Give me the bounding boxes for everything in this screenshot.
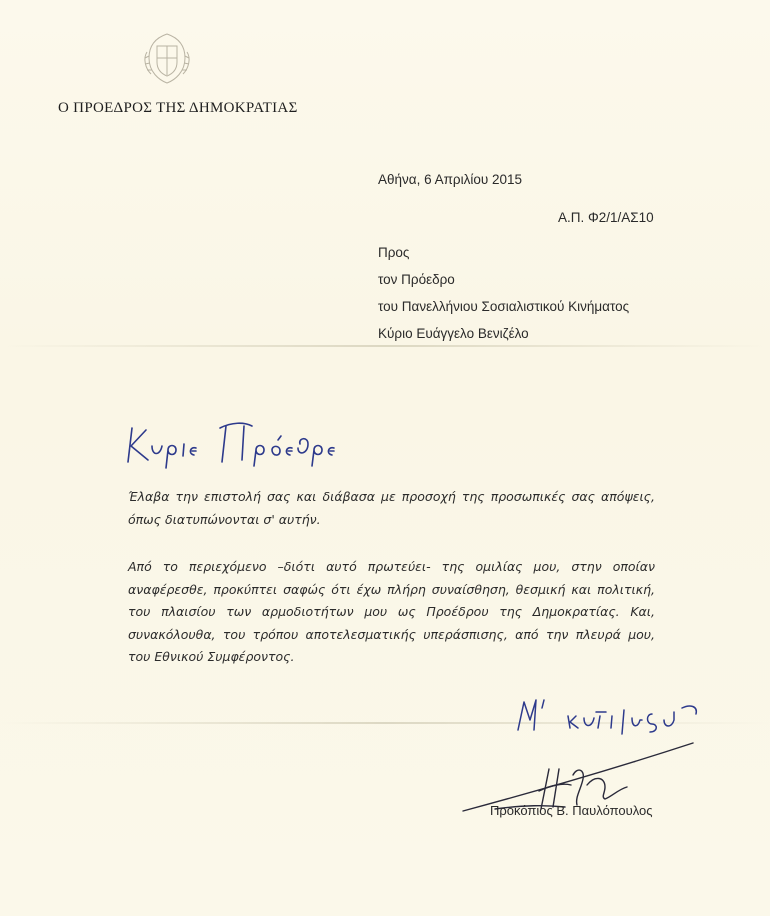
body-line: του Εθνικού Συμφέροντος. bbox=[128, 649, 295, 664]
body-paragraph-2 bbox=[128, 556, 655, 669]
recipient-line: του Πανελλήνιου Σοσιαλιστικού Κινήματος bbox=[378, 299, 630, 314]
body-line: αναφέρεσθε, προκύπτει σαφώς ότι έχω πλήρη συναίσθηση, θεσμική και πολιτική, bbox=[128, 581, 655, 597]
recipient-line: τον Πρόεδρο bbox=[378, 272, 455, 287]
letterhead-title: Ο ΠΡΟΕΔΡΟΣ ΤΗΣ ΔΗΜΟΚΡΑΤΙΑΣ bbox=[58, 100, 298, 116]
body-line: όπως διατυπώνονται σ' αυτήν. bbox=[128, 511, 321, 527]
handwritten-salutation bbox=[122, 410, 342, 470]
recipient-line: Προς bbox=[378, 245, 410, 260]
body-line: του πλαισίου των αρμοδιοτήτων μου ως Προέδρου της Δημοκρατίας. Και, bbox=[128, 604, 655, 619]
signer-name: Προκόπιος Β. Παυλόπουλος bbox=[490, 803, 653, 818]
reference-number: Α.Π. Φ2/1/ΑΣ10 bbox=[558, 210, 654, 225]
body-line: Από το περιεχόμενο –διότι αυτό πρωτεύει- της ομιλίας μου, στην οποίαν bbox=[128, 559, 655, 574]
body-line: συνακόλουθα, του τρόπου αποτελεσματικής υπεράσπισης, από την πλευρά μου, bbox=[128, 626, 655, 642]
handwritten-closing bbox=[512, 690, 702, 740]
body-line: Έλαβα την επιστολή σας και διάβασα με προσοχή της προσωπικές σας απόψεις, bbox=[128, 489, 655, 504]
place-date: Αθήνα, 6 Απριλίου 2015 bbox=[378, 172, 523, 187]
body-paragraph-1 bbox=[128, 486, 655, 531]
coat-of-arms-icon bbox=[137, 28, 197, 88]
paper-fold-line bbox=[0, 345, 770, 347]
recipient-line: Κύριο Ευάγγελο Βενιζέλο bbox=[378, 326, 529, 341]
